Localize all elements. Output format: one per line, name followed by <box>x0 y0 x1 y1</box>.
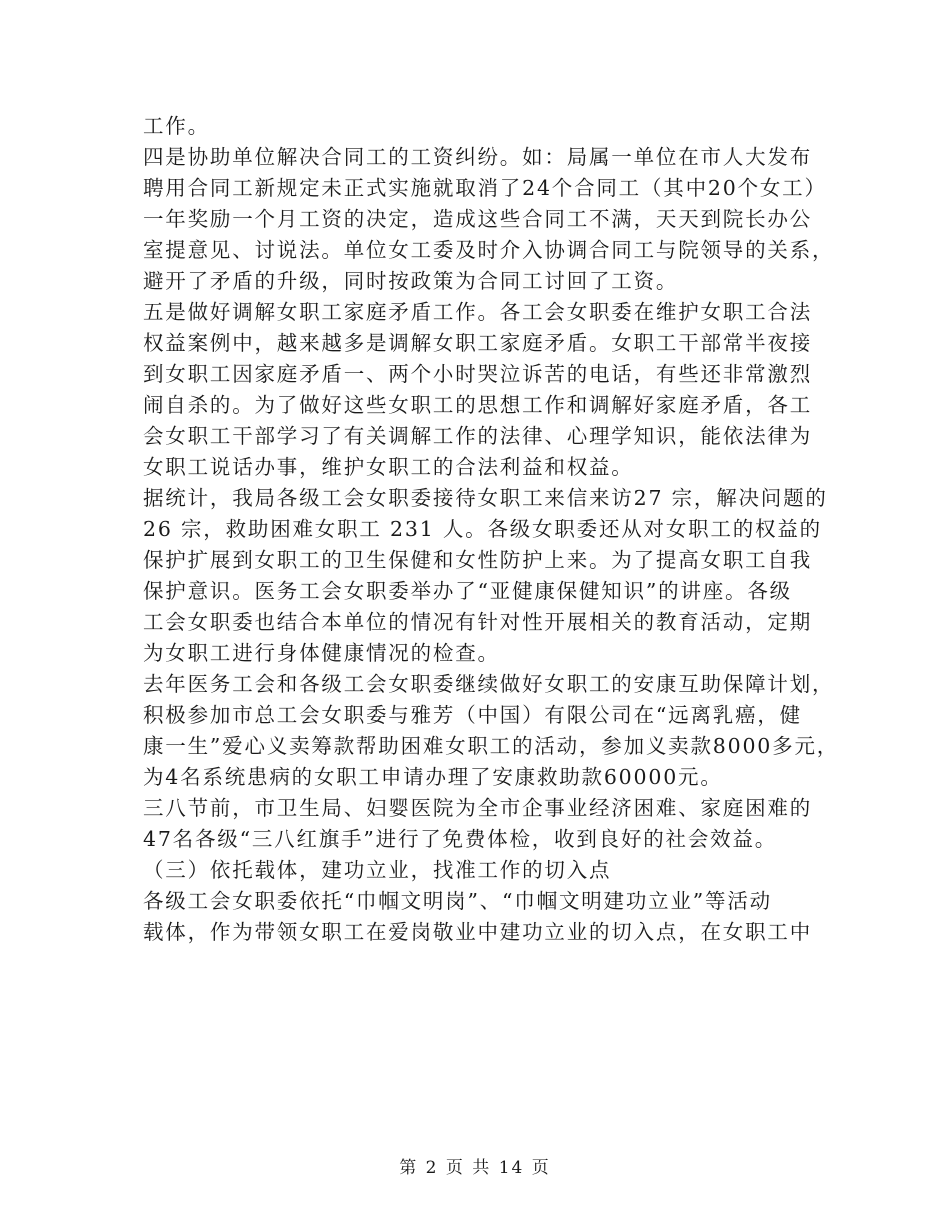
text-line: 权益案例中，越来越多是调解女职工家庭矛盾。女职工干部常半夜接 <box>143 331 812 355</box>
text-line: 室提意见、讨说法。单位女工委及时介入协调合同工与院领导的关系， <box>143 238 835 262</box>
text-line: 为女职工进行身体健康情况的检查。 <box>143 641 500 665</box>
text-line: 女职工说话办事，维护女职工的合法利益和权益。 <box>143 455 634 479</box>
text-line: 康一生”爱心义卖筹款帮助困难女职工的活动，参加义卖款8000多元， <box>143 734 840 758</box>
text-line: 为4名系统患病的女职工申请办理了安康救助款60000元。 <box>143 765 723 789</box>
section-heading: （三）依托载体，建功立业，找准工作的切入点 <box>143 858 612 882</box>
text-line: 保护意识。医务工会女职委举办了“亚健康保健知识”的讲座。各级 <box>143 579 792 603</box>
text-line: 各级工会女职委依托“巾帼文明岗”、“巾帼文明建功立业”等活动 <box>143 889 772 913</box>
text-line: 工会女职委也结合本单位的情况有针对性开展相关的教育活动，定期 <box>143 610 812 634</box>
text-line: 会女职工干部学习了有关调解工作的法律、心理学知识，能依法律为 <box>143 424 812 448</box>
text-line: 47名各级“三八红旗手”进行了免费体检，收到良好的社会效益。 <box>143 827 778 851</box>
text-line: 工作。 <box>143 114 210 138</box>
text-line: 去年医务工会和各级工会女职委继续做好女职工的安康互助保障计划， <box>143 672 835 696</box>
text-line: 五是做好调解女职工家庭矛盾工作。各工会女职委在维护女职工合法 <box>143 300 812 324</box>
text-line: 三八节前，市卫生局、妇婴医院为全市企事业经济困难、家庭困难的 <box>143 796 812 820</box>
text-line: 26 宗，救助困难女职工 231 人。各级女职委还从对女职工的权益的 <box>143 517 822 541</box>
text-line: 聘用合同工新规定未正式实施就取消了24个合同工（其中20个女工） <box>143 176 827 200</box>
text-line: 载体，作为带领女职工在爱岗敬业中建功立业的切入点，在女职工中 <box>143 920 812 944</box>
text-line: 四是协助单位解决合同工的工资纠纷。如：局属一单位在市人大发布 <box>143 145 812 169</box>
text-line: 到女职工因家庭矛盾一、两个小时哭泣诉苦的电话，有些还非常激烈 <box>143 362 812 386</box>
text-line: 避开了矛盾的升级，同时按政策为合同工讨回了工资。 <box>143 269 679 293</box>
document-body <box>143 111 840 948</box>
text-line: 闹自杀的。为了做好这些女职工的思想工作和调解好家庭矛盾，各工 <box>143 393 812 417</box>
text-line: 积极参加市总工会女职委与雅芳（中国）有限公司在“远离乳癌，健 <box>143 703 802 727</box>
text-line: 一年奖励一个月工资的决定，造成这些合同工不满，天天到院长办公 <box>143 207 812 231</box>
text-line: 保护扩展到女职工的卫生保健和女性防护上来。为了提高女职工自我 <box>143 548 812 572</box>
text-line: 据统计，我局各级工会女职委接待女职工来信来访27 宗，解决问题的 <box>143 486 828 510</box>
page-number-footer: 第 2 页 共 14 页 <box>399 1158 551 1178</box>
